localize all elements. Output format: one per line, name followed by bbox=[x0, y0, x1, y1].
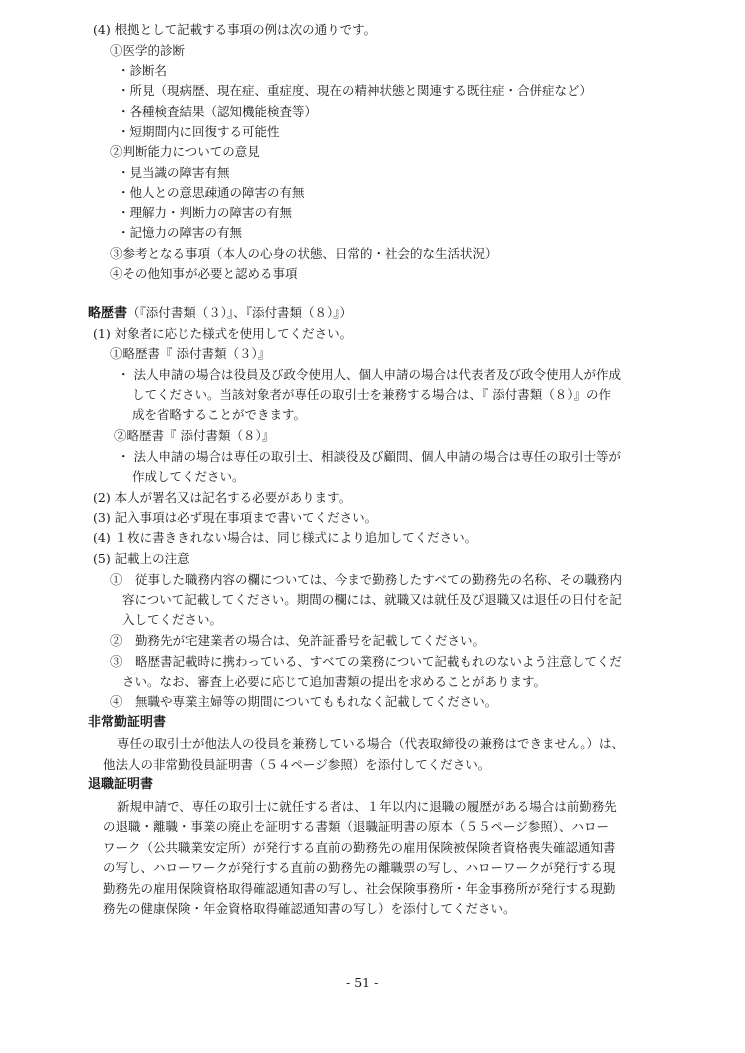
resume-note1: 入してください。 bbox=[122, 612, 223, 627]
section4-sub4: ④その他知事が必要と認める事項 bbox=[110, 266, 298, 281]
resume-item3: (3) 記入事項は必ず現在事項まで書いてください。 bbox=[93, 510, 378, 525]
section4-heading: (4) 根拠として記載する事項の例は次の通りです。 bbox=[93, 22, 377, 37]
section4-sub2-item: ・他人との意思疎通の障害の有無 bbox=[117, 185, 305, 200]
section4-sub2-item: ・記憶力の障害の有無 bbox=[117, 225, 243, 240]
retirement-line: 新規申請で、専任の取引士に就任する者は、１年以内に退職の履歴がある場合は前勤務先 bbox=[117, 799, 617, 814]
resume-item1: (1) 対象者に応じた様式を使用してください。 bbox=[93, 326, 353, 341]
resume-item2: (2) 本人が署名又は記名する必要があります。 bbox=[93, 490, 352, 505]
resume-item5: (5) 記載上の注意 bbox=[93, 551, 190, 566]
resume-note3: ③ 略歴書記載時に携わっている、すべての業務について記載もれのないよう注意してくだ bbox=[110, 654, 622, 669]
resume-item1-sub2: ②略歴書『 添付書類（８）』 bbox=[114, 428, 275, 443]
resume-item1-sub1-text: してください。当該対象者が専任の取引士を兼務する場合は、『 添付書類（８）』の作 bbox=[132, 387, 611, 402]
section4-sub1-item: ・各種検査結果（認知機能検査等） bbox=[117, 104, 318, 119]
retirement-line: ワーク（公共職業安定所）が発行する直前の勤務先の雇用保険被保険者資格喪失確認通知書 bbox=[103, 840, 616, 855]
section4-sub2-item: ・見当識の障害有無 bbox=[117, 165, 230, 180]
resume-note3: さい。なお、審査上必要に応じて追加書類の提出を求めることがあります。 bbox=[122, 674, 547, 689]
section4-sub1-item: ・診断名 bbox=[117, 63, 168, 78]
resume-title: 略歴書 bbox=[88, 306, 128, 321]
part-time-title: 非常勤証明書 bbox=[88, 715, 167, 730]
resume-note1: ① 従事した職務内容の欄については、今まで勤務したすべての勤務先の名称、その職務内 bbox=[110, 572, 623, 587]
resume-item1-sub2-text: ・ 法人申請の場合は専任の取引士、相談役及び顧問、個人申請の場合は専任の取引士等が bbox=[117, 449, 621, 464]
resume-note4: ④ 無職や専業主婦等の期間についてももれなく記載してください。 bbox=[110, 694, 498, 709]
page-number: - 51 - bbox=[346, 975, 379, 990]
part-time-line: 専任の取引士が他法人の役員を兼務している場合（代表取締役の兼務はできません。）は、 bbox=[117, 736, 625, 751]
section4-sub1-title: ①医学的診断 bbox=[110, 43, 186, 58]
resume-item1-sub2-text: 作成してください。 bbox=[132, 469, 245, 484]
resume-title-suffix: （『添付書類（３）』、『添付書類（８）』） bbox=[127, 305, 353, 320]
resume-item1-sub1: ①略歴書『 添付書類（３）』 bbox=[110, 346, 271, 361]
resume-note1: 容について記載してください。期間の欄には、就職又は就任及び退職又は退任の日付を記 bbox=[122, 592, 622, 607]
section4-sub1-item: ・所見（現病歴、現在症、重症度、現在の精神状態と関連する既往症・合併症など） bbox=[117, 83, 593, 98]
retirement-line: の退職・離職・事業の廃止を証明する書類（退職証明書の原本（５５ページ参照）、ハロー bbox=[103, 819, 610, 834]
section4-sub2-title: ②判断能力についての意見 bbox=[110, 144, 260, 159]
section4-sub2-item: ・理解力・判断力の障害の有無 bbox=[117, 205, 293, 220]
resume-item1-sub1-text: 成を省略することができます。 bbox=[132, 407, 307, 422]
section4-sub1-item: ・短期間内に回復する可能性 bbox=[117, 124, 280, 139]
resume-item4: (4) １枚に書ききれない場合は、同じ様式により追加してください。 bbox=[93, 530, 478, 545]
resume-item1-sub1-text: ・ 法人申請の場合は役員及び政令使用人、個人申請の場合は代表者及び政令使用人が作成 bbox=[117, 367, 621, 382]
retirement-line: 勤務先の雇用保険資格取得確認通知書の写し、社会保険事務所・年金事務所が発行する現勤 bbox=[103, 881, 616, 896]
retirement-line: 務先の健康保険・年金資格取得確認通知書の写し）を添付してください。 bbox=[103, 901, 516, 916]
part-time-line: 他法人の非常勤役員証明書（５４ページ参照）を添付してください。 bbox=[103, 757, 491, 772]
retirement-line: の写し、ハローワークが発行する直前の勤務先の離職票の写し、ハローワークが発行する現 bbox=[103, 860, 616, 875]
section4-sub3: ③参考となる事項（本人の心身の状態、日常的・社会的な生活状況） bbox=[110, 246, 498, 261]
resume-note2: ② 勤務先が宅建業者の場合は、免許証番号を記載してください。 bbox=[110, 633, 486, 648]
retirement-title: 退職証明書 bbox=[88, 777, 154, 792]
resume-heading bbox=[88, 305, 352, 322]
